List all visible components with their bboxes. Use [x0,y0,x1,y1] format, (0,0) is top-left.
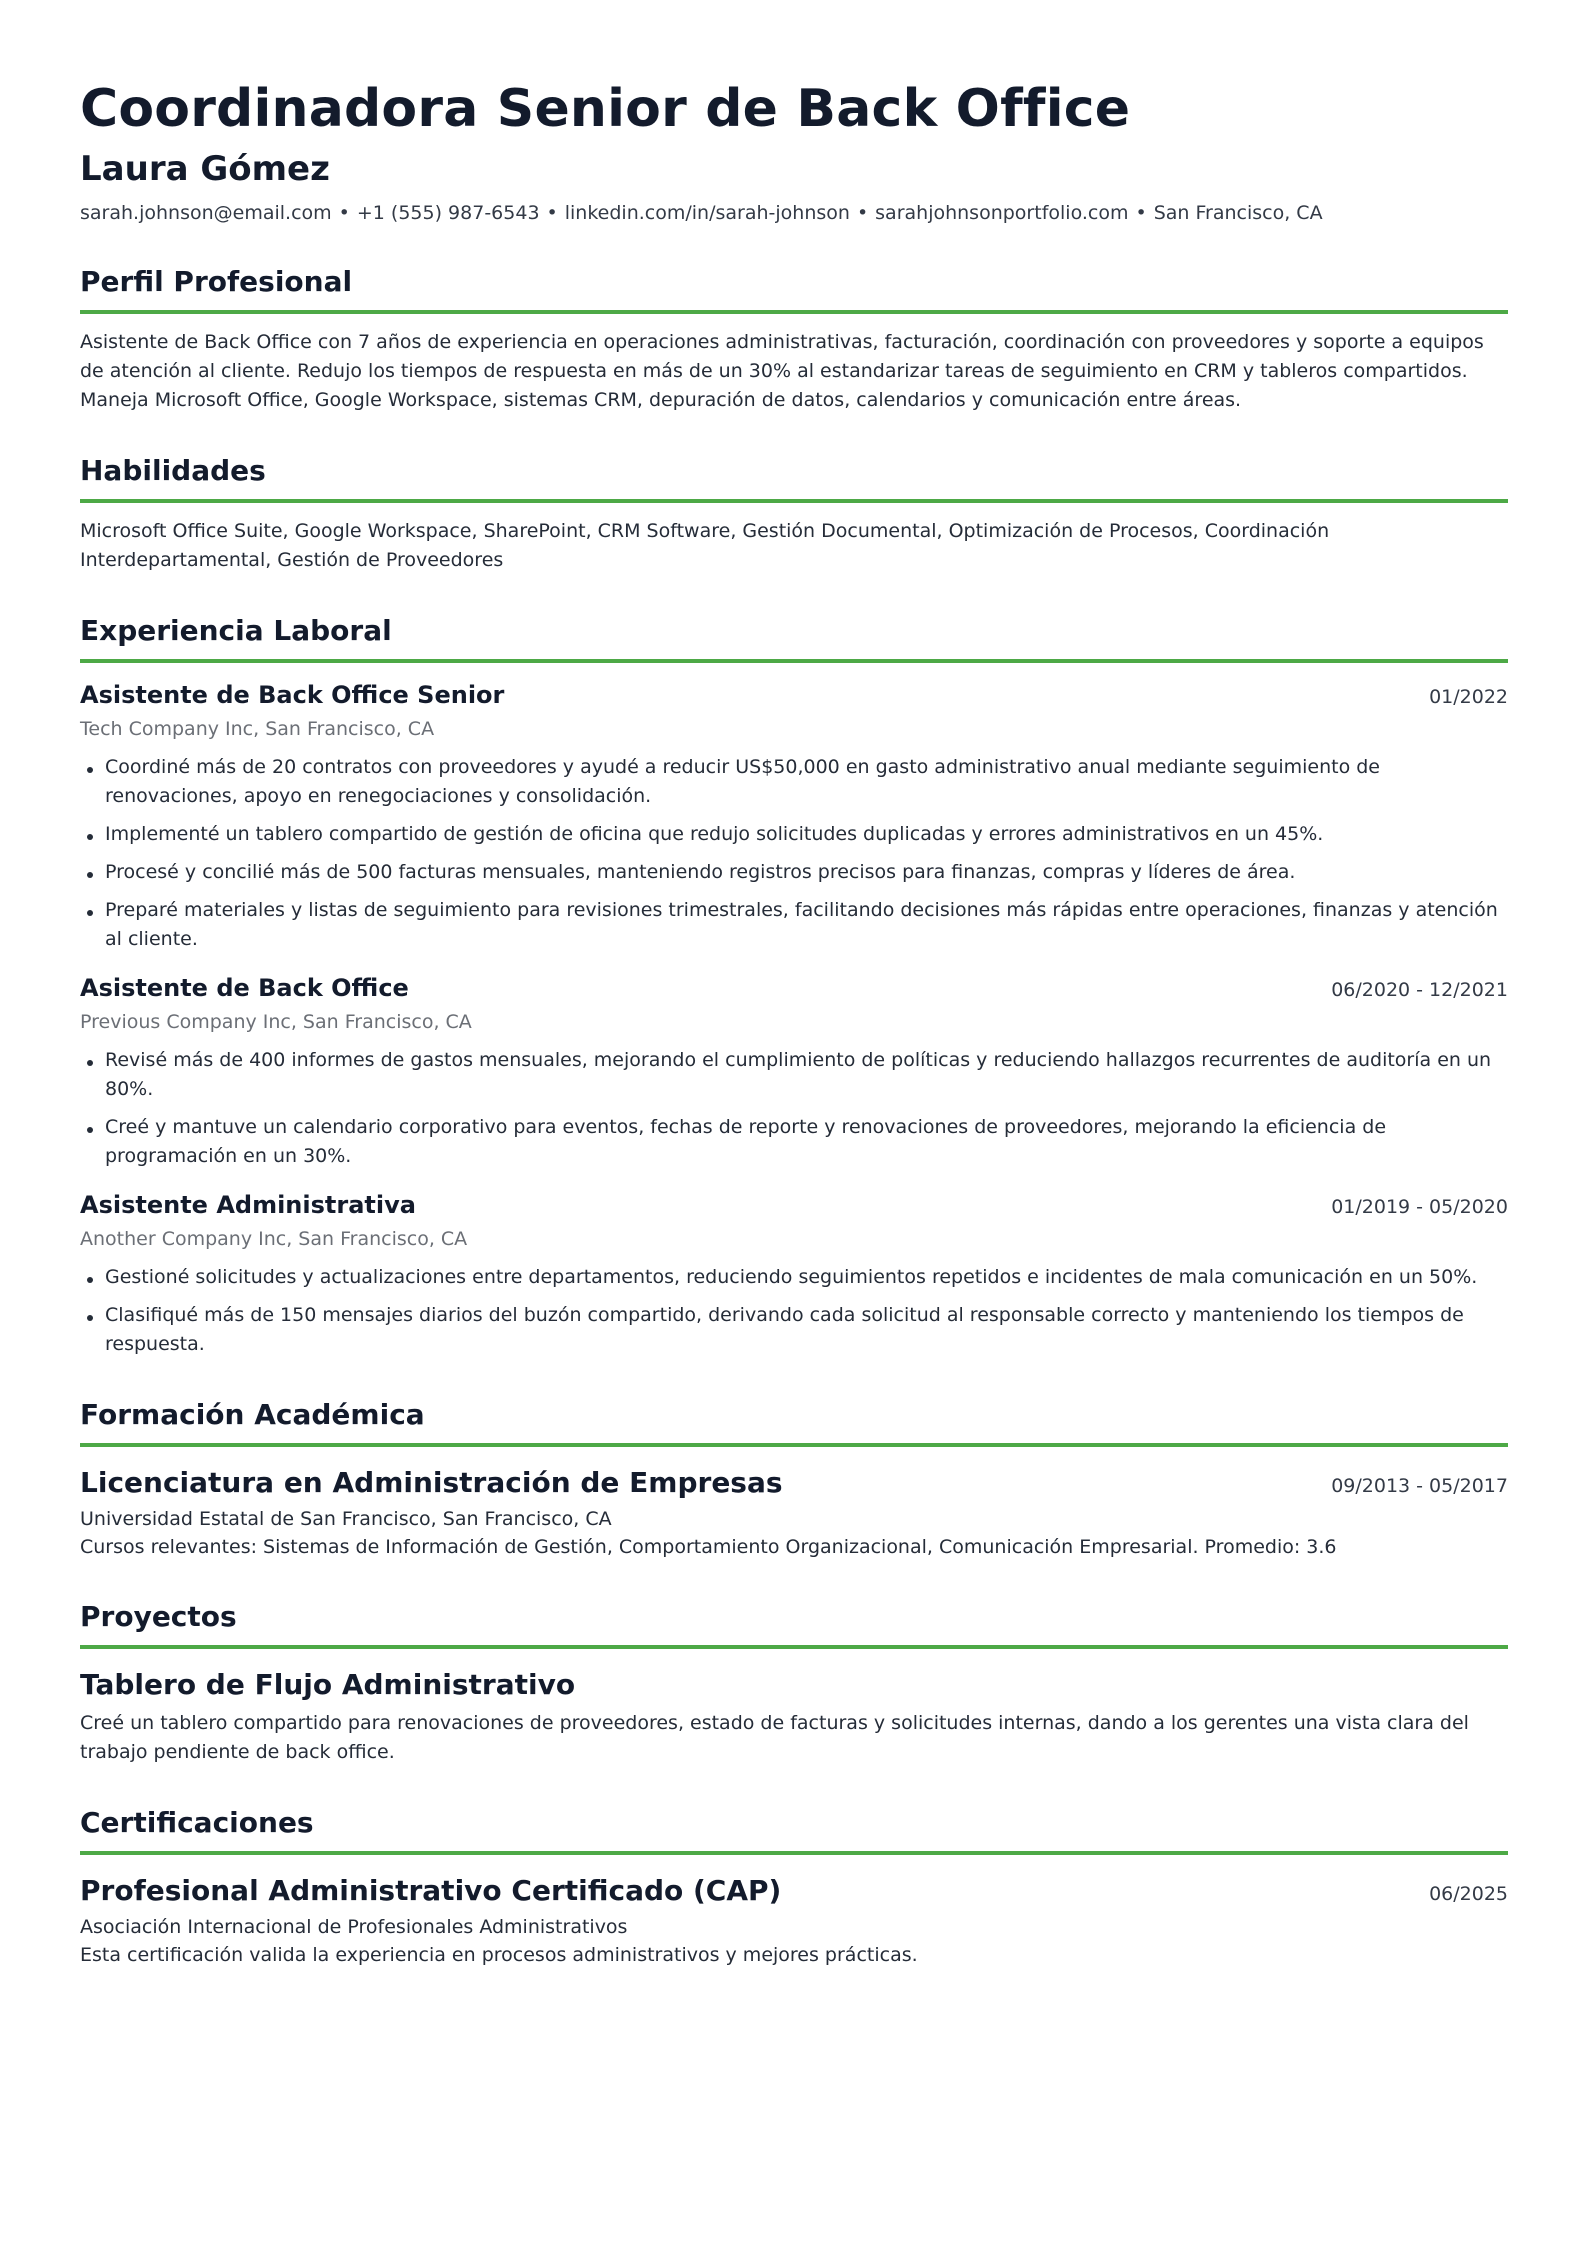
certification-name: Profesional Administrativo Certificado (CAP) [80,1874,782,1907]
certifications-section [80,1805,1508,1969]
job-bullet: Procesé y concilié más de 500 facturas mensuales, manteniendo registros precisos para finanzas, compras y líderes de área. [80,858,1508,887]
resume-title: Coordinadora Senior de Back Office [80,79,1131,139]
section-divider [80,1443,1508,1447]
profile-section [80,264,1508,415]
school-name: Universidad Estatal de San Francisco, San Francisco, CA [80,1508,612,1530]
profile-summary: Asistente de Back Office con 7 años de experiencia en operaciones administrativas, facturación, coordinación con proveedores y soporte a equipos de atención al cliente. Redujo los tiempos de respuesta en más de un 30% al estandarizar tareas de seguimiento en CRM y tableros compartidos. Maneja Microsoft Office, Google Workspace, sistemas CRM, depuración de datos, calendarios y comunicación entre áreas. [80,331,1484,411]
job-bullets [80,1263,1508,1359]
education-entry [80,1465,1508,1561]
certification-entry [80,1873,1508,1969]
section-divider [80,1851,1508,1855]
contact-email[interactable]: sarah.johnson@email.com [80,202,332,224]
project-entry [80,1667,1508,1767]
education-section [80,1397,1508,1561]
job-entry [80,679,1508,954]
skills-section [80,453,1508,575]
contact-location: San Francisco, CA [1153,202,1323,224]
resume-content [80,78,1508,1969]
job-date: 06/2020 - 12/2021 [1331,979,1508,1001]
job-title: Asistente de Back Office [80,974,409,1002]
job-bullet: Coordiné más de 20 contratos con proveedores y ayudé a reducir US$50,000 en gasto administrativo anual mediante seguimiento de renovaciones, apoyo en renegociaciones y consolidación. [80,753,1508,811]
section-title-profile: Perfil Profesional [80,265,353,298]
section-divider [80,310,1508,314]
job-bullets [80,753,1508,954]
job-date: 01/2019 - 05/2020 [1331,1196,1508,1218]
job-header [80,679,1508,711]
section-divider [80,1645,1508,1649]
job-bullet: Implementé un tablero compartido de gestión de oficina que redujo solicitudes duplicadas y errores administrativos en un 45%. [80,820,1508,849]
section-title-certifications: Certificaciones [80,1806,314,1839]
job-entry [80,972,1508,1171]
contact-line [80,200,1508,226]
certification-issuer: Asociación Internacional de Profesionales Administrativos [80,1916,628,1938]
job-bullet: Preparé materiales y listas de seguimiento para revisiones trimestrales, facilitando decisiones más rápidas entre operaciones, finanzas y atención al cliente. [80,896,1508,954]
certification-date: 06/2025 [1429,1883,1508,1905]
job-date: 01/2022 [1429,686,1508,708]
education-header [80,1465,1508,1501]
job-entry [80,1189,1508,1359]
job-bullet: Gestioné solicitudes y actualizaciones entre departamentos, reduciendo seguimientos repetidos e incidentes de mala comunicación en un 50%. [80,1263,1508,1292]
section-divider [80,499,1508,503]
contact-separator: • [338,202,350,224]
contact-separator: • [1135,202,1147,224]
job-header [80,1189,1508,1221]
contact-phone[interactable]: +1 (555) 987-6543 [356,202,540,224]
candidate-name: Laura Gómez [80,149,330,189]
project-description: Creé un tablero compartido para renovaciones de proveedores, estado de facturas y solicitudes internas, dando a los gerentes una vista clara del trabajo pendiente de back office. [80,1712,1469,1763]
certification-header [80,1873,1508,1909]
section-title-skills: Habilidades [80,454,266,487]
job-bullet: Revisé más de 400 informes de gastos mensuales, mejorando el cumplimiento de políticas y reduciendo hallazgos recurrentes de auditoría en un 80%. [80,1046,1508,1104]
section-divider [80,659,1508,663]
education-details: Cursos relevantes: Sistemas de Información de Gestión, Comportamiento Organizacional, Comunicación Empresarial. Promedio: 3.6 [80,1536,1337,1558]
section-title-projects: Proyectos [80,1600,237,1633]
section-title-experience: Experiencia Laboral [80,614,392,647]
job-title: Asistente de Back Office Senior [80,681,505,709]
degree-title: Licenciatura en Administración de Empresas [80,1466,783,1499]
contact-portfolio[interactable]: sarahjohnsonportfolio.com [875,202,1129,224]
certification-description: Esta certificación valida la experiencia en procesos administrativos y mejores prácticas. [80,1944,918,1966]
skills-list: Microsoft Office Suite, Google Workspace, SharePoint, CRM Software, Gestión Documental, Optimización de Procesos, Coordinación Interdepartamental, Gestión de Proveedores [80,520,1330,571]
contact-linkedin[interactable]: linkedin.com/in/sarah-johnson [564,202,850,224]
projects-section [80,1599,1508,1767]
job-bullet: Creé y mantuve un calendario corporativo para eventos, fechas de reporte y renovaciones de proveedores, mejorando la eficiencia de programación en un 30%. [80,1113,1508,1171]
education-date: 09/2013 - 05/2017 [1331,1475,1508,1497]
experience-section [80,613,1508,1359]
resume-header [80,78,1508,226]
job-title: Asistente Administrativa [80,1191,416,1219]
job-company: Previous Company Inc, San Francisco, CA [80,1011,472,1033]
contact-separator: • [546,202,558,224]
project-name: Tablero de Flujo Administrativo [80,1668,576,1701]
job-bullet: Clasifiqué más de 150 mensajes diarios del buzón compartido, derivando cada solicitud al responsable correcto y manteniendo los tiempos de respuesta. [80,1301,1508,1359]
contact-separator: • [856,202,869,224]
job-company: Tech Company Inc, San Francisco, CA [80,718,435,740]
job-company: Another Company Inc, San Francisco, CA [80,1228,468,1250]
job-header [80,972,1508,1004]
section-title-education: Formación Académica [80,1398,425,1431]
job-bullets [80,1046,1508,1171]
